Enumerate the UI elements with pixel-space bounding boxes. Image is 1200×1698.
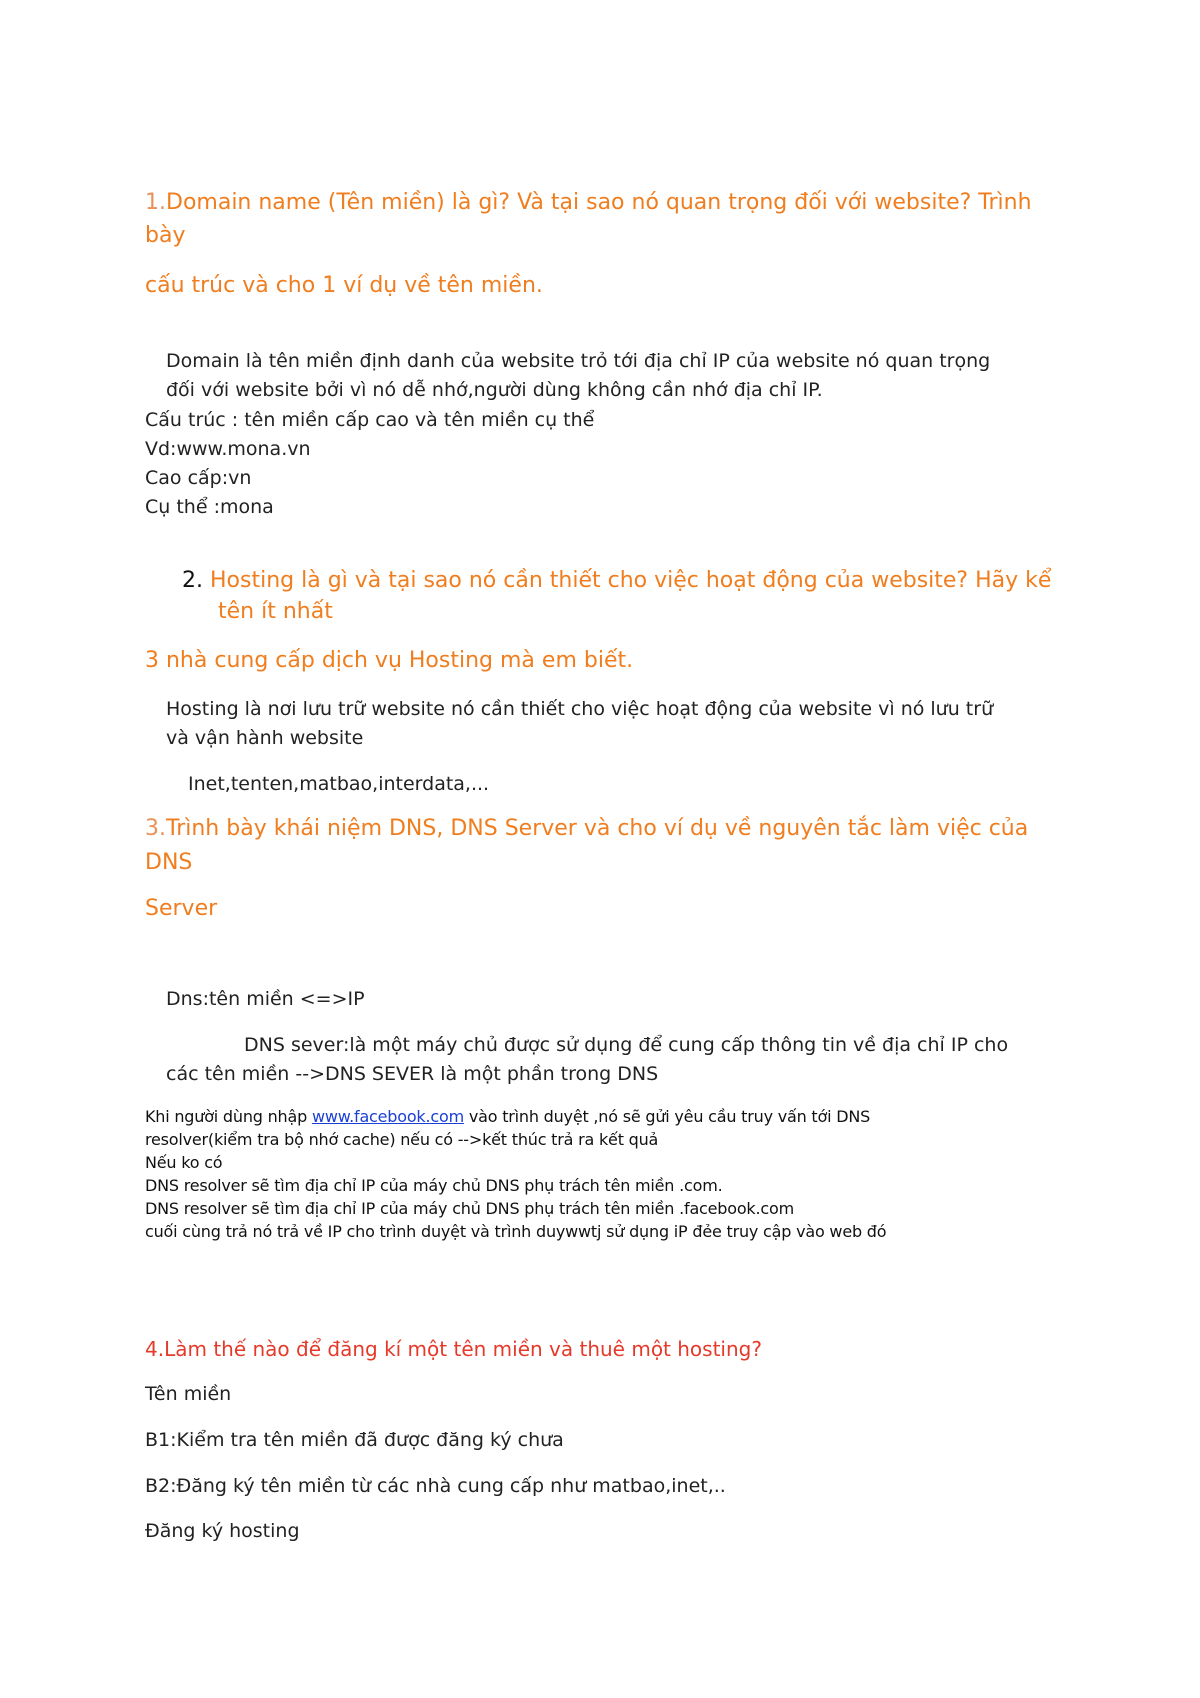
q1-title-line1: Domain name (Tên miền) là gì? Và tại sao nó quan trọng đối với website? Trình bbox=[166, 190, 1032, 215]
q1-answer-line: Cấu trúc : tên miền cấp cao và tên miền cụ thể bbox=[145, 409, 595, 431]
q3-title-line1: Trình bày khái niệm DNS, DNS Server và cho ví dụ về nguyên tắc làm việc của bbox=[166, 816, 1029, 841]
q3-small-line: DNS resolver sẽ tìm địa chỉ IP của máy chủ DNS phụ trách tên miền .com. bbox=[145, 1176, 723, 1195]
q1-number: 1. bbox=[145, 190, 166, 215]
q2-title-line2: tên ít nhất bbox=[218, 599, 333, 624]
q3-answer-line: DNS sever:là một máy chủ được sử dụng để cung cấp thông tin về địa chỉ IP cho bbox=[244, 1034, 1009, 1056]
q2-number: 2. bbox=[182, 568, 203, 593]
q3-number: 3. bbox=[145, 816, 166, 841]
q4-answer-line: B1:Kiểm tra tên miền đã được đăng ký chưa bbox=[145, 1429, 564, 1451]
q3-answer-line: Dns:tên miền <=>IP bbox=[166, 988, 365, 1010]
q4-title: 4.Làm thế nào để đăng kí một tên miền và thuê một hosting? bbox=[145, 1337, 762, 1361]
q2-answer-line: và vận hành website bbox=[166, 727, 364, 749]
q2-heading bbox=[182, 568, 1051, 593]
q3-small-line bbox=[145, 1107, 870, 1126]
q2-title-line3: 3 nhà cung cấp dịch vụ Hosting mà em biết. bbox=[145, 648, 634, 673]
facebook-link[interactable]: www.facebook.com bbox=[311, 1107, 464, 1126]
q3-small-text: Khi người dùng nhập bbox=[145, 1107, 312, 1126]
q3-title-line3: Server bbox=[145, 896, 218, 921]
q3-heading bbox=[145, 816, 1028, 841]
q3-small-line: DNS resolver sẽ tìm địa chỉ IP của máy chủ DNS phụ trách tên miền .facebook.com bbox=[145, 1199, 794, 1218]
q3-title-line2: DNS bbox=[145, 850, 193, 875]
q1-answer-line: đối với website bởi vì nó dễ nhớ,người dùng không cần nhớ địa chỉ IP. bbox=[166, 379, 823, 401]
q1-title-line2: bày bbox=[145, 223, 186, 248]
q3-small-line: resolver(kiểm tra bộ nhớ cache) nếu có -->kết thúc trả ra kết quả bbox=[145, 1130, 659, 1149]
q3-answer-line: các tên miền -->DNS SEVER là một phần trong DNS bbox=[166, 1063, 659, 1085]
q2-answer-line: Hosting là nơi lưu trữ website nó cần thiết cho việc hoạt động của website vì nó lưu trữ bbox=[166, 698, 994, 720]
q1-answer-line: Cao cấp:vn bbox=[145, 467, 252, 489]
q1-answer-line: Domain là tên miền định danh của website trỏ tới địa chỉ IP của website nó quan trọng bbox=[166, 350, 991, 372]
q3-small-line: cuối cùng trả nó trả về IP cho trình duyệt và trình duywwtj sử dụng iP đẻe truy cập vào web đó bbox=[145, 1222, 887, 1241]
q4-answer-line: Đăng ký hosting bbox=[145, 1520, 300, 1542]
q4-answer-line: B2:Đăng ký tên miền từ các nhà cung cấp như matbao,inet,.. bbox=[145, 1475, 726, 1497]
q4-answer-line: Tên miền bbox=[145, 1383, 232, 1405]
q1-answer-line: Cụ thể :mona bbox=[145, 496, 274, 518]
q3-small-text: vào trình duyệt ,nó sẽ gửi yêu cầu truy vấn tới DNS bbox=[463, 1107, 871, 1126]
q1-answer-line: Vd:www.mona.vn bbox=[145, 438, 311, 460]
q3-small-line: Nếu ko có bbox=[145, 1153, 223, 1172]
q2-title-line1: Hosting là gì và tại sao nó cần thiết cho việc hoạt động của website? Hãy kể bbox=[210, 568, 1052, 593]
q2-answer-line: Inet,tenten,matbao,interdata,... bbox=[188, 773, 490, 795]
q1-title-line3: cấu trúc và cho 1 ví dụ về tên miền. bbox=[145, 273, 543, 298]
q1-heading bbox=[145, 190, 1032, 215]
